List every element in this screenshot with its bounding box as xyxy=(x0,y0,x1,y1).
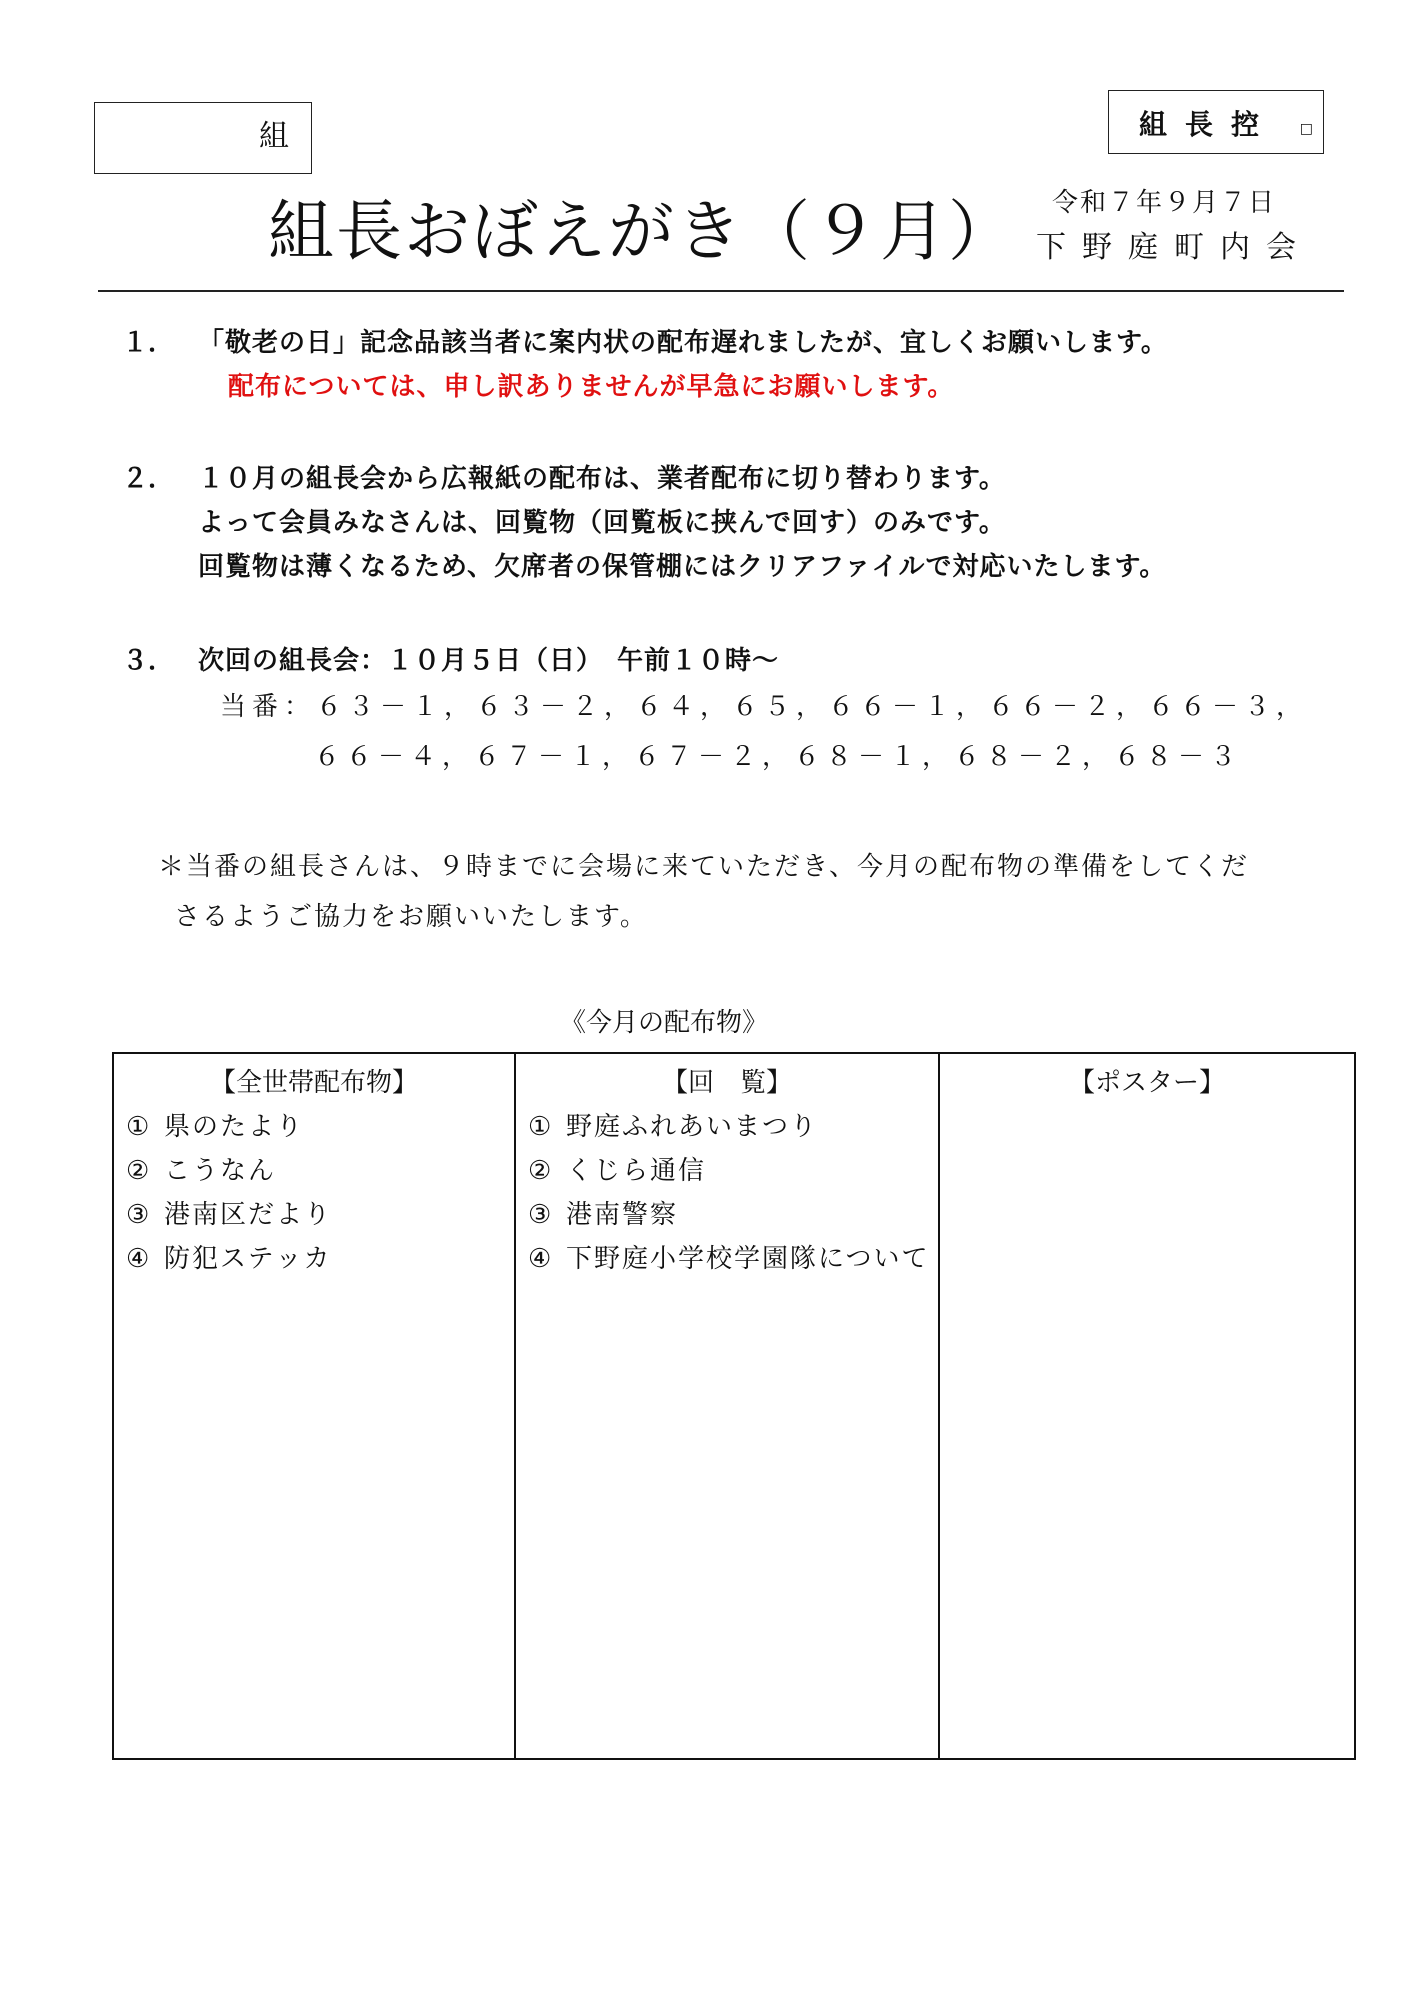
item-text: 港南警察 xyxy=(566,1200,679,1230)
organization-name: 下野庭町内会 xyxy=(1036,230,1312,265)
item-text: 防犯ステッカ xyxy=(164,1244,332,1274)
copy-mark: □ xyxy=(1299,121,1313,137)
distribution-column-all-households xyxy=(114,1054,514,1758)
item-text: 県のたより xyxy=(164,1112,305,1142)
list-item xyxy=(528,1193,938,1237)
item-index: ④ xyxy=(126,1244,152,1274)
item-index: ① xyxy=(126,1112,152,1142)
item-line: 回覧物は薄くなるため、欠席者の保管棚にはクリアファイルで対応いたします。 xyxy=(198,552,1167,582)
duty-line: ６６－４，６７－１，６７－２，６８－１，６８－２，６８－３ xyxy=(314,742,1243,772)
item-text: こうなん xyxy=(164,1156,277,1186)
item-index: ② xyxy=(528,1156,554,1186)
note-line: ＊当番の組長さんは、９時までに会場に来ていただき、今月の配布物の準備をしてくだ xyxy=(158,852,1249,882)
item-index: ③ xyxy=(126,1200,152,1230)
item-text: 下野庭小学校学園隊について xyxy=(566,1244,930,1274)
distribution-column-posters xyxy=(938,1054,1354,1758)
group-number-box xyxy=(94,102,312,174)
item-number: ２． xyxy=(122,464,175,494)
item-text: 港南区だより xyxy=(164,1200,333,1230)
item-text: くじら通信 xyxy=(566,1156,707,1186)
list-item xyxy=(126,1105,514,1149)
item-number: ３． xyxy=(122,646,175,676)
list-item xyxy=(126,1193,514,1237)
item-index: ③ xyxy=(528,1200,554,1230)
item-line: 「敬老の日」記念品該当者に案内状の配布遅れましたが、宜しくお願いします。 xyxy=(198,328,1168,358)
duty-line: 当番：６３－１，６３－２，６４，６５，６６－１，６６－２，６６－３， xyxy=(220,692,1309,722)
item-line: 次回の組長会：１０月５日（日） 午前１０時～ xyxy=(198,646,780,676)
column-header: 【全世帯配布物】 xyxy=(209,1068,418,1098)
item-line: １０月の組長会から広報紙の配布は、業者配布に切り替わります。 xyxy=(198,464,1006,494)
distribution-table xyxy=(112,1052,1356,1760)
item-index: ④ xyxy=(528,1244,554,1274)
list-item xyxy=(528,1237,938,1281)
distribution-title: 《今月の配布物》 xyxy=(560,1008,769,1038)
item-text: 野庭ふれあいまつり xyxy=(566,1112,819,1142)
list-item xyxy=(126,1149,514,1193)
issue-date: 令和７年９月７日 xyxy=(1052,188,1277,218)
item-index: ① xyxy=(528,1112,554,1142)
list-item xyxy=(528,1149,938,1193)
item-number: １． xyxy=(122,328,175,358)
item-index: ② xyxy=(126,1156,152,1186)
column-header: 【回 覧】 xyxy=(661,1068,792,1098)
list-item xyxy=(528,1105,938,1149)
column-header: 【ポスター】 xyxy=(1068,1068,1225,1098)
page-title: 組長おぼえがき（９月） xyxy=(268,193,1016,270)
header-divider xyxy=(98,290,1344,292)
item-line: よって会員みなさんは、回覧物（回覧板に挟んで回す）のみです。 xyxy=(198,508,1006,538)
list-item xyxy=(126,1237,514,1281)
note-line: さるようご協力をお願いいたします。 xyxy=(174,902,648,932)
distribution-column-circulation xyxy=(514,1054,938,1758)
item-red-line: 配布については、申し訳ありませんが早急にお願いします。 xyxy=(228,372,955,402)
group-label: 組 xyxy=(259,119,289,154)
leader-copy-box xyxy=(1108,90,1324,154)
copy-label: 組長控 xyxy=(1139,108,1278,141)
